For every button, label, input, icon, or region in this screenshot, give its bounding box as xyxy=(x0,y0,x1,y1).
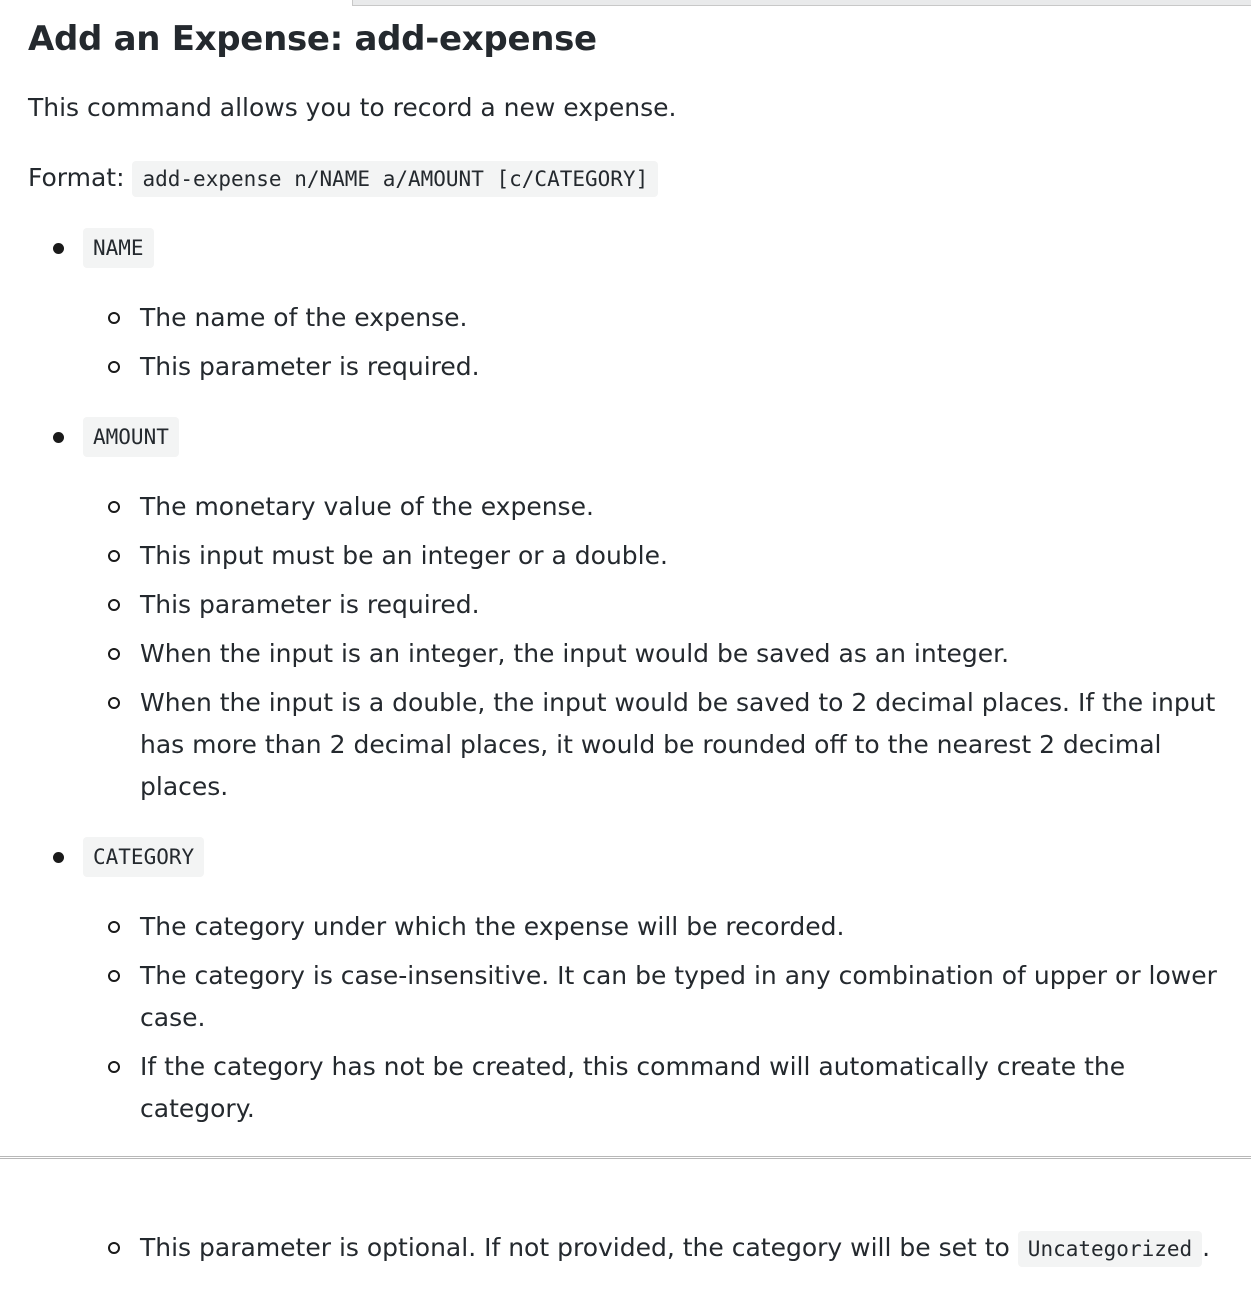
list-item: The category under which the expense will be recorded. xyxy=(108,906,1218,948)
format-code: add-expense n/NAME a/AMOUNT [c/CATEGORY] xyxy=(132,161,658,197)
bullet-circle xyxy=(108,1061,120,1073)
page-break-strip xyxy=(352,0,1251,6)
section-heading: Add an Expense: add-expense xyxy=(28,19,597,59)
bullet-disc xyxy=(53,852,64,863)
continued-list-item xyxy=(108,1227,1210,1270)
list-item: This parameter is required. xyxy=(108,584,1218,626)
page-divider xyxy=(0,1156,1251,1159)
bullet-circle xyxy=(108,501,120,513)
bullet-circle xyxy=(108,312,120,324)
param-name-code: NAME xyxy=(83,228,154,268)
list-item: When the input is an integer, the input would be saved as an integer. xyxy=(108,633,1218,675)
bullet-circle xyxy=(108,1242,120,1254)
list-item: When the input is a double, the input would be saved to 2 decimal places. If the input has more than 2 decimal places, it would be rounded off to the nearest 2 decimal places. xyxy=(108,682,1218,808)
continuation-text: This parameter is optional. If not provided, the category will be set to xyxy=(140,1233,1010,1262)
bullet-disc xyxy=(53,243,64,254)
bullet-disc xyxy=(53,432,64,443)
bullet-circle xyxy=(108,648,120,660)
format-line xyxy=(28,157,658,200)
list-item: The monetary value of the expense. xyxy=(108,486,1218,528)
bullet-circle xyxy=(108,361,120,373)
list-item: The name of the expense. xyxy=(108,297,1218,339)
bullet-circle xyxy=(108,970,120,982)
intro-paragraph: This command allows you to record a new expense. xyxy=(28,93,677,122)
bullet-circle xyxy=(108,697,120,709)
list-item: The category is case-insensitive. It can be typed in any combination of upper or lower case. xyxy=(108,955,1218,1039)
list-item: This input must be an integer or a double. xyxy=(108,535,1218,577)
param-category-code: CATEGORY xyxy=(83,837,204,877)
bullet-circle xyxy=(108,921,120,933)
param-amount-code: AMOUNT xyxy=(83,417,179,457)
bullet-circle xyxy=(108,599,120,611)
list-item: If the category has not be created, this command will automatically create the category. xyxy=(108,1046,1218,1130)
list-item: This parameter is required. xyxy=(108,346,1218,388)
format-label: Format: xyxy=(28,163,125,192)
bullet-circle xyxy=(108,550,120,562)
trailing-period: . xyxy=(1202,1233,1211,1262)
uncategorized-code: Uncategorized xyxy=(1018,1231,1202,1267)
